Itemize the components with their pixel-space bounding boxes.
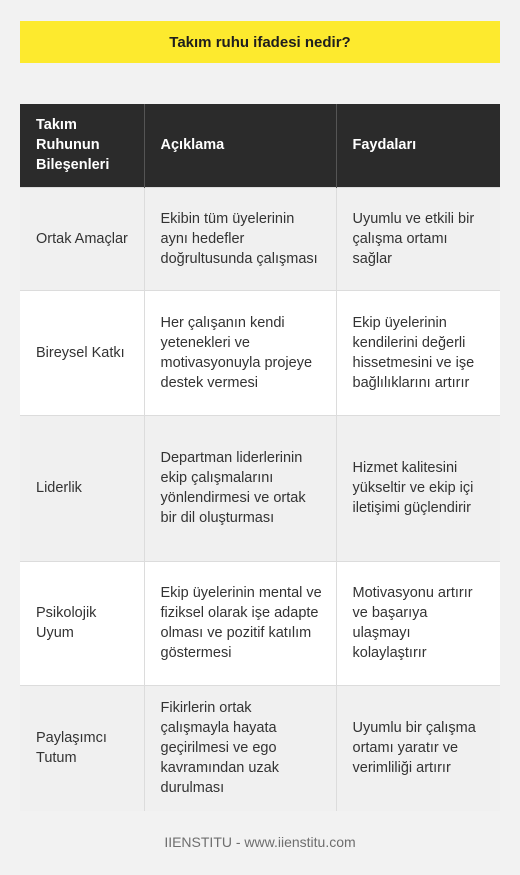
row-component: Ortak Amaçlar bbox=[20, 187, 144, 290]
row-description: Ekip üyelerinin mental ve fiziksel olarak işe adapte olması ve pozitif katılım göstermesi bbox=[144, 561, 336, 685]
header-components: Takım Ruhunun Bileşenleri bbox=[20, 104, 144, 187]
table-row bbox=[20, 685, 500, 811]
row-benefit: Hizmet kalitesini yükseltir ve ekip içi iletişimi güçlendirir bbox=[336, 415, 500, 561]
row-description: Her çalışanın kendi yetenekleri ve motivasyonuyla projeye destek vermesi bbox=[144, 290, 336, 415]
row-description: Departman liderlerinin ekip çalışmalarını yönlendirmesi ve ortak bir dil oluşturması bbox=[144, 415, 336, 561]
row-description: Ekibin tüm üyelerinin aynı hedefler doğrultusunda çalışması bbox=[144, 187, 336, 290]
row-description: Fikirlerin ortak çalışmayla hayata geçirilmesi ve ego kavramından uzak durulması bbox=[144, 685, 336, 811]
row-component: Liderlik bbox=[20, 415, 144, 561]
row-benefit: Ekip üyelerinin kendilerini değerli hissetmesini ve işe bağlılıklarını artırır bbox=[336, 290, 500, 415]
table-row bbox=[20, 415, 500, 561]
table-row bbox=[20, 561, 500, 685]
row-benefit: Motivasyonu artırır ve başarıya ulaşmayı kolaylaştırır bbox=[336, 561, 500, 685]
row-benefit: Uyumlu bir çalışma ortamı yaratır ve verimliliği artırır bbox=[336, 685, 500, 811]
row-component: Bireysel Katkı bbox=[20, 290, 144, 415]
row-benefit: Uyumlu ve etkili bir çalışma ortamı sağlar bbox=[336, 187, 500, 290]
footer-credit: IIENSTITU - www.iienstitu.com bbox=[164, 834, 356, 850]
table-row bbox=[20, 187, 500, 290]
header-description: Açıklama bbox=[144, 104, 336, 187]
header-benefits: Faydaları bbox=[336, 104, 500, 187]
page-title bbox=[20, 21, 500, 63]
row-component: Paylaşımcı Tutum bbox=[20, 685, 144, 811]
table-header-row bbox=[20, 104, 500, 187]
page-title-text: Takım ruhu ifadesi nedir? bbox=[169, 33, 351, 51]
table-row bbox=[20, 290, 500, 415]
components-table bbox=[20, 104, 500, 811]
row-component: Psikolojik Uyum bbox=[20, 561, 144, 685]
